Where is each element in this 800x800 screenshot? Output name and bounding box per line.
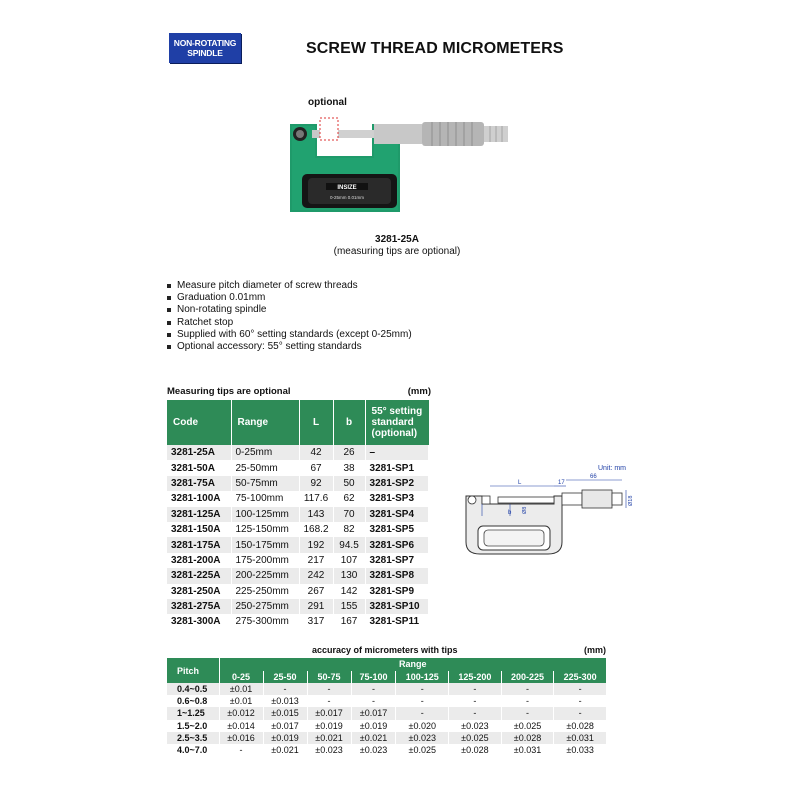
dimension-diagram bbox=[462, 462, 634, 560]
cell-accuracy: - bbox=[449, 707, 502, 719]
range-header-cell: 100-125 bbox=[396, 671, 449, 684]
cell-range: 175-200mm bbox=[231, 553, 299, 568]
cell-accuracy: ±0.019 bbox=[263, 732, 307, 744]
cell-accuracy: ±0.021 bbox=[263, 744, 307, 756]
cell-code: 3281-50A bbox=[167, 460, 231, 475]
cell-accuracy: ±0.031 bbox=[501, 744, 554, 756]
cell-accuracy: ±0.031 bbox=[554, 732, 607, 744]
cell-b: 82 bbox=[333, 522, 365, 537]
model-code: 3281-25A bbox=[375, 234, 419, 245]
cell-accuracy: ±0.023 bbox=[449, 720, 502, 732]
cell-accuracy: ±0.017 bbox=[263, 720, 307, 732]
feature-item: Supplied with 60° setting standards (except 0-25mm) bbox=[166, 329, 412, 341]
page-title: SCREW THREAD MICROMETERS bbox=[306, 40, 564, 57]
dim-d8-label: Ø8 bbox=[522, 506, 528, 514]
cell-b: 155 bbox=[333, 599, 365, 614]
cell-accuracy: ±0.014 bbox=[219, 720, 263, 732]
cell-setting-standard: 3281-SP10 bbox=[365, 599, 428, 614]
feature-item: Ratchet stop bbox=[166, 317, 412, 329]
cell-b: 107 bbox=[333, 553, 365, 568]
table-row bbox=[167, 491, 429, 506]
header-pitch: Pitch bbox=[167, 658, 219, 683]
cell-code: 3281-275A bbox=[167, 599, 231, 614]
table-row bbox=[167, 683, 607, 695]
spec-unit: (mm) bbox=[407, 386, 431, 397]
cell-code: 3281-100A bbox=[167, 491, 231, 506]
table-row bbox=[167, 732, 607, 744]
cell-range: 250-275mm bbox=[231, 599, 299, 614]
cell-range: 25-50mm bbox=[231, 460, 299, 475]
brand-logo-text: INSIZE bbox=[337, 185, 357, 191]
cell-accuracy: - bbox=[554, 683, 607, 695]
header-b: b bbox=[333, 400, 365, 445]
cell-accuracy: - bbox=[263, 683, 307, 695]
cell-accuracy: ±0.013 bbox=[263, 695, 307, 707]
cell-setting-standard: 3281-SP11 bbox=[365, 614, 428, 629]
cell-accuracy: ±0.017 bbox=[351, 707, 396, 719]
cell-setting-standard: 3281-SP8 bbox=[365, 568, 428, 583]
cell-range: 125-150mm bbox=[231, 522, 299, 537]
cell-accuracy: - bbox=[449, 695, 502, 707]
diagram-unit: Unit: mm bbox=[598, 465, 626, 472]
cell-pitch: 4.0~7.0 bbox=[167, 744, 219, 756]
cell-accuracy: ±0.023 bbox=[351, 744, 396, 756]
table-row bbox=[167, 614, 429, 629]
model-note: (measuring tips are optional) bbox=[333, 246, 461, 257]
cell-accuracy: - bbox=[396, 707, 449, 719]
table-row bbox=[167, 584, 429, 599]
cell-b: 94.5 bbox=[333, 537, 365, 552]
accuracy-range-row bbox=[167, 671, 607, 684]
cell-accuracy: ±0.019 bbox=[351, 720, 396, 732]
cell-l: 267 bbox=[299, 584, 333, 599]
cell-accuracy: ±0.033 bbox=[554, 744, 607, 756]
cell-code: 3281-200A bbox=[167, 553, 231, 568]
range-header-cell: 75-100 bbox=[351, 671, 396, 684]
cell-accuracy: ±0.020 bbox=[396, 720, 449, 732]
header-range-group: Range bbox=[219, 658, 607, 671]
table-row bbox=[167, 445, 429, 460]
cell-code: 3281-225A bbox=[167, 568, 231, 583]
feature-list bbox=[166, 280, 412, 353]
cell-setting-standard: 3281-SP9 bbox=[365, 584, 428, 599]
feature-item: Optional accessory: 55° setting standards bbox=[166, 341, 412, 353]
feature-item: Non-rotating spindle bbox=[166, 304, 412, 316]
cell-accuracy: ±0.019 bbox=[307, 720, 351, 732]
non-rotating-spindle-badge bbox=[169, 33, 241, 63]
cell-accuracy: ±0.028 bbox=[554, 720, 607, 732]
table-row bbox=[167, 553, 429, 568]
table-row bbox=[167, 568, 429, 583]
table-row bbox=[167, 522, 429, 537]
cell-range: 50-75mm bbox=[231, 476, 299, 491]
cell-accuracy: - bbox=[307, 683, 351, 695]
cell-code: 3281-25A bbox=[167, 445, 231, 460]
accuracy-table bbox=[167, 658, 607, 756]
cell-accuracy: ±0.017 bbox=[307, 707, 351, 719]
cell-accuracy: ±0.01 bbox=[219, 683, 263, 695]
cell-setting-standard: 3281-SP6 bbox=[365, 537, 428, 552]
dim-d18-label: Ø18 bbox=[628, 495, 634, 506]
table-row bbox=[167, 720, 607, 732]
micrometer-photo bbox=[272, 94, 522, 222]
cell-b: 38 bbox=[333, 460, 365, 475]
range-header-cell: 0-25 bbox=[219, 671, 263, 684]
cell-range: 0-25mm bbox=[231, 445, 299, 460]
header-setting-standard: 55° setting standard (optional) bbox=[365, 400, 428, 445]
optional-label: optional bbox=[308, 97, 347, 108]
cell-b: 50 bbox=[333, 476, 365, 491]
cell-pitch: 0.4~0.5 bbox=[167, 683, 219, 695]
header-l: L bbox=[299, 400, 333, 445]
cell-accuracy: ±0.025 bbox=[396, 744, 449, 756]
cell-setting-standard: 3281-SP5 bbox=[365, 522, 428, 537]
cell-accuracy: ±0.021 bbox=[307, 732, 351, 744]
cell-range: 200-225mm bbox=[231, 568, 299, 583]
table-row bbox=[167, 537, 429, 552]
dim-l-label: L bbox=[518, 480, 522, 486]
cell-accuracy: ±0.025 bbox=[449, 732, 502, 744]
spec-caption-text: Measuring tips are optional bbox=[167, 386, 291, 397]
cell-accuracy: - bbox=[501, 683, 554, 695]
feature-item: Graduation 0.01mm bbox=[166, 292, 412, 304]
accuracy-unit: (mm) bbox=[584, 645, 606, 655]
range-header-cell: 125-200 bbox=[449, 671, 502, 684]
badge-line-1: NON-ROTATING bbox=[173, 38, 237, 48]
spec-table-body bbox=[167, 445, 429, 630]
range-header-cell: 50-75 bbox=[307, 671, 351, 684]
cell-range: 150-175mm bbox=[231, 537, 299, 552]
cell-accuracy: - bbox=[554, 707, 607, 719]
cell-setting-standard: 3281-SP7 bbox=[365, 553, 428, 568]
cell-b: 62 bbox=[333, 491, 365, 506]
cell-l: 67 bbox=[299, 460, 333, 475]
range-header-cell: 225-300 bbox=[554, 671, 607, 684]
cell-b: 142 bbox=[333, 584, 365, 599]
cell-accuracy: - bbox=[449, 683, 502, 695]
cell-accuracy: ±0.023 bbox=[396, 732, 449, 744]
dial-text: 0-25mm 0.01mm bbox=[329, 195, 365, 200]
table-row bbox=[167, 707, 607, 719]
cell-code: 3281-250A bbox=[167, 584, 231, 599]
cell-accuracy: ±0.021 bbox=[351, 732, 396, 744]
table-row bbox=[167, 460, 429, 475]
cell-accuracy: - bbox=[396, 695, 449, 707]
accuracy-header-row bbox=[167, 658, 607, 671]
cell-b: 70 bbox=[333, 507, 365, 522]
dim-66-label: 66 bbox=[590, 474, 597, 480]
cell-code: 3281-75A bbox=[167, 476, 231, 491]
table-row bbox=[167, 744, 607, 756]
cell-code: 3281-150A bbox=[167, 522, 231, 537]
cell-pitch: 0.6~0.8 bbox=[167, 695, 219, 707]
dim-17-label: 17 bbox=[558, 480, 565, 486]
cell-accuracy: ±0.01 bbox=[219, 695, 263, 707]
cell-accuracy: ±0.016 bbox=[219, 732, 263, 744]
cell-l: 92 bbox=[299, 476, 333, 491]
cell-accuracy: - bbox=[396, 683, 449, 695]
cell-accuracy: ±0.025 bbox=[501, 720, 554, 732]
cell-l: 168.2 bbox=[299, 522, 333, 537]
table-row bbox=[167, 476, 429, 491]
cell-l: 242 bbox=[299, 568, 333, 583]
cell-pitch: 1.5~2.0 bbox=[167, 720, 219, 732]
range-header-cell: 200-225 bbox=[501, 671, 554, 684]
spec-table bbox=[167, 400, 429, 630]
cell-accuracy: ±0.023 bbox=[307, 744, 351, 756]
cell-range: 275-300mm bbox=[231, 614, 299, 629]
feature-item: Measure pitch diameter of screw threads bbox=[166, 280, 412, 292]
cell-b: 167 bbox=[333, 614, 365, 629]
spec-header-row bbox=[167, 400, 429, 445]
cell-l: 42 bbox=[299, 445, 333, 460]
cell-setting-standard: 3281-SP1 bbox=[365, 460, 428, 475]
cell-accuracy: ±0.012 bbox=[219, 707, 263, 719]
cell-code: 3281-125A bbox=[167, 507, 231, 522]
cell-accuracy: - bbox=[554, 695, 607, 707]
cell-accuracy: ±0.028 bbox=[449, 744, 502, 756]
badge-line-2: SPINDLE bbox=[187, 48, 223, 58]
cell-setting-standard: 3281-SP4 bbox=[365, 507, 428, 522]
cell-code: 3281-175A bbox=[167, 537, 231, 552]
cell-l: 192 bbox=[299, 537, 333, 552]
cell-range: 225-250mm bbox=[231, 584, 299, 599]
spec-table-caption bbox=[167, 386, 431, 397]
dim-b-label: b bbox=[508, 510, 512, 516]
cell-setting-standard: – bbox=[365, 445, 428, 460]
cell-accuracy: - bbox=[501, 695, 554, 707]
cell-setting-standard: 3281-SP2 bbox=[365, 476, 428, 491]
cell-accuracy: - bbox=[351, 683, 396, 695]
cell-accuracy: - bbox=[501, 707, 554, 719]
cell-accuracy: ±0.015 bbox=[263, 707, 307, 719]
header-code: Code bbox=[167, 400, 231, 445]
header-range: Range bbox=[231, 400, 299, 445]
accuracy-table-body bbox=[167, 683, 607, 756]
cell-b: 130 bbox=[333, 568, 365, 583]
cell-accuracy: - bbox=[307, 695, 351, 707]
model-caption bbox=[272, 234, 522, 258]
cell-l: 143 bbox=[299, 507, 333, 522]
cell-l: 317 bbox=[299, 614, 333, 629]
cell-range: 75-100mm bbox=[231, 491, 299, 506]
cell-pitch: 2.5~3.5 bbox=[167, 732, 219, 744]
cell-range: 100-125mm bbox=[231, 507, 299, 522]
table-row bbox=[167, 599, 429, 614]
accuracy-title: accuracy of micrometers with tips bbox=[312, 645, 458, 655]
table-row bbox=[167, 507, 429, 522]
cell-l: 217 bbox=[299, 553, 333, 568]
table-row bbox=[167, 695, 607, 707]
cell-pitch: 1~1.25 bbox=[167, 707, 219, 719]
cell-setting-standard: 3281-SP3 bbox=[365, 491, 428, 506]
range-header-cell: 25-50 bbox=[263, 671, 307, 684]
cell-accuracy: - bbox=[219, 744, 263, 756]
cell-code: 3281-300A bbox=[167, 614, 231, 629]
cell-l: 291 bbox=[299, 599, 333, 614]
cell-l: 117.6 bbox=[299, 491, 333, 506]
cell-b: 26 bbox=[333, 445, 365, 460]
cell-accuracy: - bbox=[351, 695, 396, 707]
cell-accuracy: ±0.028 bbox=[501, 732, 554, 744]
